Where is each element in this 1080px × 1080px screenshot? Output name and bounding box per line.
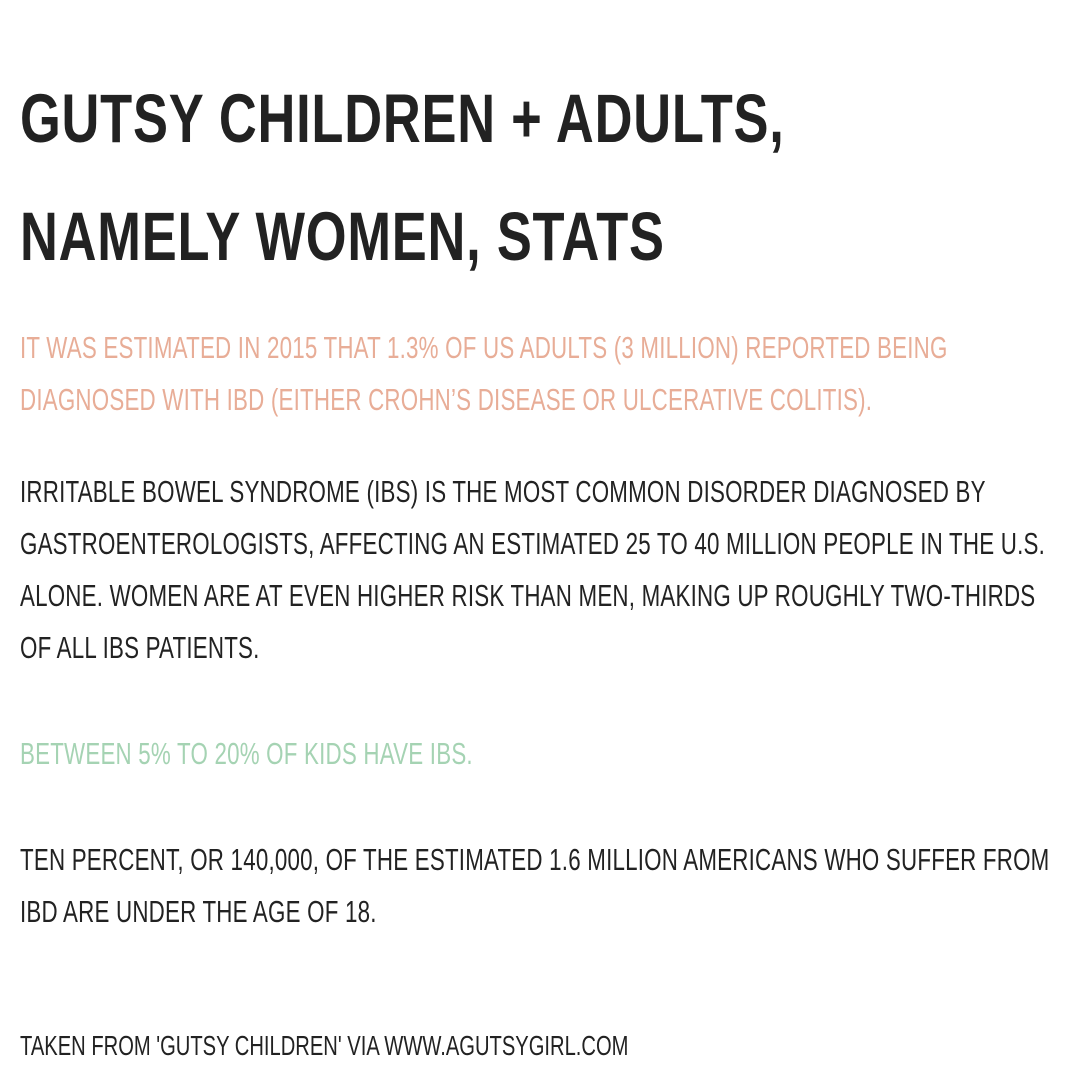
stat-ibd-adults: IT WAS ESTIMATED IN 2015 THAT 1.3% OF US ADULTS (3 MILLION) REPORTED BEING DIAGNOSED WITH IBD (EITHER CROHN’S DISEASE OR ULCERATIVE COLITIS). <box>20 330 948 417</box>
source-credit: TAKEN FROM 'GUTSY CHILDREN' VIA WWW.AGUTSYGIRL.COM <box>20 1030 629 1061</box>
stat-ibd-under-18: TEN PERCENT, OR 140,000, OF THE ESTIMATED 1.6 MILLION AMERICANS WHO SUFFER FROM IBD ARE UNDER THE AGE OF 18. <box>20 842 1050 929</box>
page-title: GUTSY CHILDREN + ADULTS, NAMELY WOMEN, STATS <box>20 80 785 275</box>
stat-ibs-common: IRRITABLE BOWEL SYNDROME (IBS) IS THE MOST COMMON DISORDER DIAGNOSED BY GASTROENTEROLOGISTS, AFFECTING AN ESTIMATED 25 TO 40 MILLION PEOPLE IN THE U.S. ALONE. WOMEN ARE AT EVEN HIGHER RISK THAN MEN, MAKING UP ROUGHLY TWO-THIRDS OF ALL IBS PATIENTS. <box>20 474 1046 665</box>
stat-kids-ibs: BETWEEN 5% TO 20% OF KIDS HAVE IBS. <box>20 736 473 771</box>
